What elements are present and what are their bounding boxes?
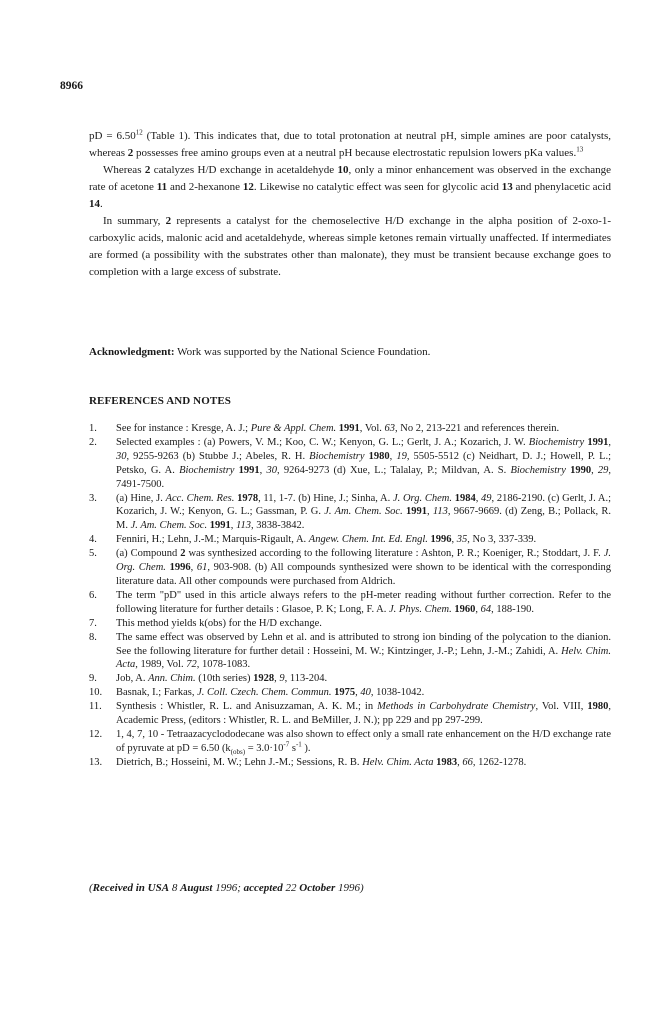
reference-text: Selected examples : (a) Powers, V. M.; Koo, C. W.; Kenyon, G. L.; Gerlt, J. A.; Kozarich, J. W. Biochemistry 1991, 30, 9255-9263 (b) Stubbe J.; Abeles, R. H. Biochemistry 1980, 19, 5505-5512 (c) Neidhart, D. J.; Howell, P. L.; Petsko, G. A. Biochemistry 1991, 30, 9264-9273 (d) Xue, L.; Talalay, P.; Mildvan, A. S. Biochemistry 1990, 29, 7491-7500.: [116, 436, 612, 490]
reference-item: [89, 631, 611, 673]
reference-text: This method yields k(obs) for the H/D exchange.: [116, 617, 322, 629]
reference-text: (a) Hine, J. Acc. Chem. Res. 1978, 11, 1-7. (b) Hine, J.; Sinha, A. J. Org. Chem. 1984, 49, 2186-2190. (c) Gerlt, J. A.; Kozarich, J. W.; Kenyon, G. L.; Gassman, P. G. J. Am. Chem. Soc. 1991, 113, 9667-9669. (d) Zeng, B.; Pollack, R. M. J. Am. Chem. Soc. 1991, 113, 3838-3842.: [116, 492, 612, 532]
reference-text: Dietrich, B.; Hosseini, M. W.; Lehn J.-M.; Sessions, R. B. Helv. Chim. Acta 1983, 66, 1262-1278.: [116, 756, 527, 768]
reference-item: [89, 617, 611, 631]
reference-text: Basnak, I.; Farkas, J. Coll. Czech. Chem. Commun. 1975, 40, 1038-1042.: [116, 687, 425, 699]
reference-item: [89, 436, 611, 492]
reference-number: 2.: [89, 436, 97, 448]
reference-text: (a) Compound 2 was synthesized according to the following literature : Ashton, P. R.; Koeniger, R.; Stoddart, J. F. J. Org. Chem. 1996, 61, 903-908. (b) All compounds synthesized were shown to be identical with the corresponding literature data. All other compounds were purchased from Aldrich.: [116, 548, 612, 587]
received-line: (Received in USA 8 August 1996; accepted 22 October 1996): [89, 882, 364, 894]
reference-item: [89, 756, 611, 770]
reference-item: [89, 422, 611, 436]
reference-number: 8.: [89, 631, 97, 643]
paragraph-1: pD = $6.50^{12}$ (Table 1). This indicates that, due to total protonation at neutral pH, simple amines are poor catalysts, whereas 2 possesses free amino groups even at a neutral pH because electrostatic repulsion lowers pKa values.$^{13}$: [89, 128, 611, 159]
body-text: [89, 128, 611, 281]
reference-text: See for instance : Kresge, A. J.; Pure & Appl. Chem. 1991, Vol. 63, No 2, 213-221 and references therein.: [116, 423, 560, 434]
reference-number: 7.: [89, 617, 97, 629]
reference-item: [89, 533, 611, 547]
reference-item: [89, 589, 611, 617]
reference-number: 12.: [89, 728, 103, 740]
page-number: 8966: [60, 80, 83, 92]
reference-item: [89, 700, 611, 728]
reference-number: 11.: [89, 701, 102, 713]
reference-number: 13.: [89, 756, 103, 768]
reference-item: [89, 672, 611, 686]
reference-text: 1, 4, 7, 10 - Tetraazacyclododecane was also shown to effect only a small rate enhancement on the H/D exchange rate of pyruvate at pD = 6.50 ($k_{(obs)} = 3.0\cdot 10^{-7}$ $s^{-1}$ ).: [116, 728, 611, 756]
reference-text: The term "pD" used in this article always refers to the pH-meter reading without further correction. Refer to the following literature for further details : Glasoe, P. K; Long, F. A. J. Phys. Chem. 1960, 64, 188-190.: [116, 589, 611, 615]
reference-number: 6.: [89, 589, 97, 601]
paragraph-3: In summary, 2 represents a catalyst for the chemoselective H/D exchange in the alpha position of 2-oxo-1-carboxylic acids, malonic acid and acetaldehyde, whereas simple ketones remain virtually unaffected. If intermediates are formed (a possibility with the substrates other than malonate), they must be transient because exchange goes to completion with a large excess of substrate.: [89, 215, 611, 278]
paragraph-2: Whereas 2 catalyzes H/D exchange in acetaldehyde 10, only a minor enhancement was observed in the exchange rate of acetone 11 and 2-hexanone 12. Likewise no catalytic effect was seen for glycolic acid 13 and phenylacetic acid 14.: [89, 164, 611, 210]
reference-number: 5.: [89, 548, 97, 560]
acknowledgment-text: Work was supported by the National Science Foundation.: [174, 346, 431, 358]
reference-item: [89, 686, 611, 700]
reference-text: The same effect was observed by Lehn et al. and is attributed to strong ion binding of the polycation to the dianion. See the following literature for further detail : Hosseini, M. W.; Kintzinger, J.-P.; Lehn, J.-M.; Zahidi, A. Helv. Chim. Acta, 1989, Vol. 72, 1078-1083.: [116, 631, 611, 671]
reference-text: Fenniri, H.; Lehn, J.-M.; Marquis-Rigault, A. Angew. Chem. Int. Ed. Engl. 1996, 35, No 3, 337-339.: [116, 534, 537, 546]
references-heading: REFERENCES AND NOTES: [89, 395, 231, 407]
reference-item: [89, 492, 611, 534]
reference-number: 1.: [89, 423, 97, 434]
reference-number: 9.: [89, 673, 97, 685]
reference-number: 10.: [89, 687, 103, 699]
reference-text: Job, A. Ann. Chim. (10th series) 1928, 9, 113-204.: [116, 673, 328, 685]
reference-number: 3.: [89, 492, 97, 504]
references-list: [89, 422, 611, 770]
reference-item: [89, 728, 611, 756]
acknowledgment: [89, 344, 611, 361]
reference-number: 4.: [89, 534, 97, 546]
acknowledgment-label: Acknowledgment:: [89, 346, 175, 358]
reference-text: Synthesis : Whistler, R. L. and Anisuzzaman, A. K. M.; in Methods in Carbohydrate Chemistry, Vol. VIII, 1980, Academic Press, (editors : Whistler, R. L. and BeMiller, J. N.); pp 229 and pp 297-299.: [116, 701, 612, 727]
reference-item: [89, 547, 611, 589]
